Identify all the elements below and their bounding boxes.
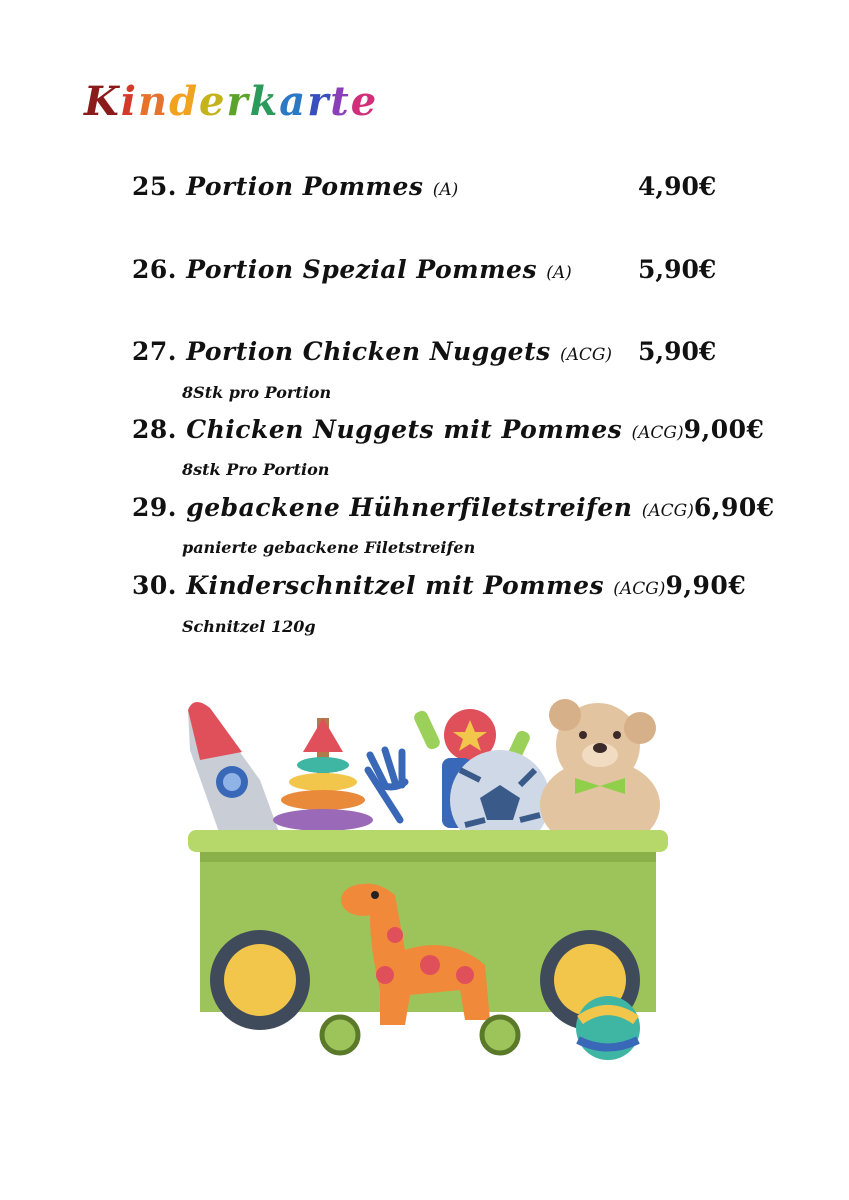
title-letter: d bbox=[169, 78, 200, 125]
menu-item-26 bbox=[132, 255, 717, 284]
item-number: 28. bbox=[132, 415, 177, 444]
item-number: 30. bbox=[132, 571, 177, 600]
item-name: Chicken Nuggets mit Pommes bbox=[186, 415, 623, 444]
item-allergen: (ACG) bbox=[613, 579, 666, 599]
item-allergen: (A) bbox=[546, 263, 572, 283]
item-number: 25. bbox=[132, 172, 177, 201]
item-allergen: (ACG) bbox=[559, 345, 613, 365]
item-description: 8stk Pro Portion bbox=[182, 460, 330, 479]
menu-item-25 bbox=[132, 172, 717, 201]
menu-item-27 bbox=[132, 337, 717, 402]
item-allergen: (ACG) bbox=[631, 423, 684, 443]
toy-box-illustration bbox=[180, 690, 680, 1070]
item-description: Schnitzel 120g bbox=[182, 617, 316, 636]
item-number: 27. bbox=[132, 337, 177, 366]
small-ball-icon bbox=[576, 996, 640, 1060]
ring-stack-icon bbox=[273, 718, 373, 831]
item-number: 29. bbox=[132, 493, 177, 522]
title-letter: e bbox=[199, 78, 227, 125]
title-letter: i bbox=[120, 78, 138, 125]
title-letter: t bbox=[330, 78, 351, 125]
item-price: 5,90€ bbox=[638, 337, 717, 366]
teddy-bear-icon bbox=[540, 699, 660, 850]
item-name: Portion Chicken Nuggets bbox=[186, 337, 551, 366]
menu-item-28 bbox=[132, 415, 765, 479]
title-letter: e bbox=[350, 78, 379, 125]
title-letter: a bbox=[279, 78, 308, 125]
item-allergen: (ACG) bbox=[641, 501, 694, 521]
item-number: 26. bbox=[132, 255, 177, 284]
item-price: 4,90€ bbox=[638, 172, 717, 201]
item-price: 9,00€ bbox=[683, 415, 765, 444]
item-description: 8Stk pro Portion bbox=[182, 383, 332, 402]
item-description: panierte gebackene Filetstreifen bbox=[182, 538, 476, 557]
item-name: gebackene Hühnerfiletstreifen bbox=[186, 493, 633, 522]
title-letter: k bbox=[249, 78, 280, 125]
title-letter: r bbox=[226, 78, 250, 125]
item-name: Kinderschnitzel mit Pommes bbox=[186, 571, 605, 600]
title-letter: r bbox=[307, 78, 331, 125]
page-title bbox=[84, 78, 379, 125]
item-name: Portion Spezial Pommes bbox=[186, 255, 538, 284]
item-name: Portion Pommes bbox=[186, 172, 424, 201]
rocket-icon bbox=[188, 702, 280, 835]
menu-item-29 bbox=[132, 493, 775, 557]
item-price: 6,90€ bbox=[693, 493, 775, 522]
toy-fork-icon bbox=[368, 750, 405, 820]
item-price: 9,90€ bbox=[665, 571, 747, 600]
title-letter: n bbox=[137, 78, 170, 125]
title-letter: K bbox=[84, 78, 121, 125]
item-price: 5,90€ bbox=[638, 255, 717, 284]
menu-item-30 bbox=[132, 571, 747, 636]
item-allergen: (A) bbox=[432, 180, 459, 200]
